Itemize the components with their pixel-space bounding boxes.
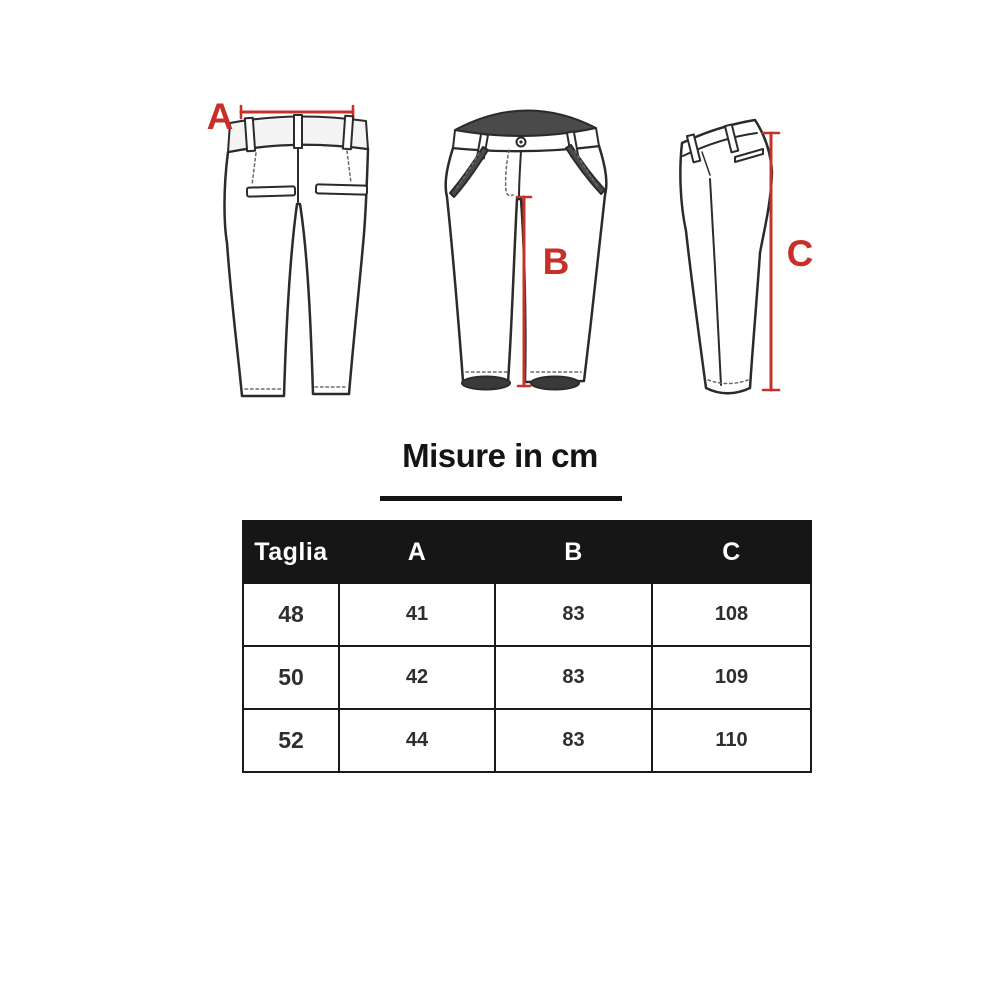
- cell-c: 109: [652, 646, 811, 709]
- size-table: [242, 520, 812, 773]
- back-view-body: [225, 145, 369, 396]
- cell-b: 83: [495, 646, 652, 709]
- header-taglia: Taglia: [243, 521, 339, 583]
- table-row: [243, 646, 811, 709]
- hem-opening-right: [531, 377, 579, 390]
- table-row: [243, 709, 811, 772]
- cell-b: 83: [495, 583, 652, 646]
- back-pocket-right: [316, 184, 367, 194]
- cell-c: 108: [652, 583, 811, 646]
- front-view-body: [446, 146, 607, 382]
- cell-a: 44: [339, 709, 495, 772]
- header-c: C: [652, 521, 811, 583]
- header-a: A: [339, 521, 495, 583]
- header-b: B: [495, 521, 652, 583]
- table-header-row: [243, 521, 811, 583]
- hem-opening-left: [462, 377, 510, 390]
- pants-side-view-drawing: [650, 85, 830, 410]
- table-row: [243, 583, 811, 646]
- cell-size: 50: [243, 646, 339, 709]
- pants-front-view-drawing: [435, 85, 625, 405]
- page-title: Misure in cm: [402, 437, 598, 474]
- pants-back-view-drawing: [200, 85, 390, 410]
- belt-loop: [294, 115, 302, 148]
- back-pocket-left: [247, 186, 295, 196]
- measure-label-b: B: [542, 241, 570, 282]
- cell-size: 52: [243, 709, 339, 772]
- cell-a: 42: [339, 646, 495, 709]
- belt-loop: [343, 116, 353, 149]
- cell-a: 41: [339, 583, 495, 646]
- belt-loop: [245, 118, 255, 151]
- measure-label-c: C: [786, 233, 814, 274]
- title-underline: [380, 496, 622, 501]
- cell-c: 110: [652, 709, 811, 772]
- cell-b: 83: [495, 709, 652, 772]
- cell-size: 48: [243, 583, 339, 646]
- measure-label-a: A: [206, 96, 234, 137]
